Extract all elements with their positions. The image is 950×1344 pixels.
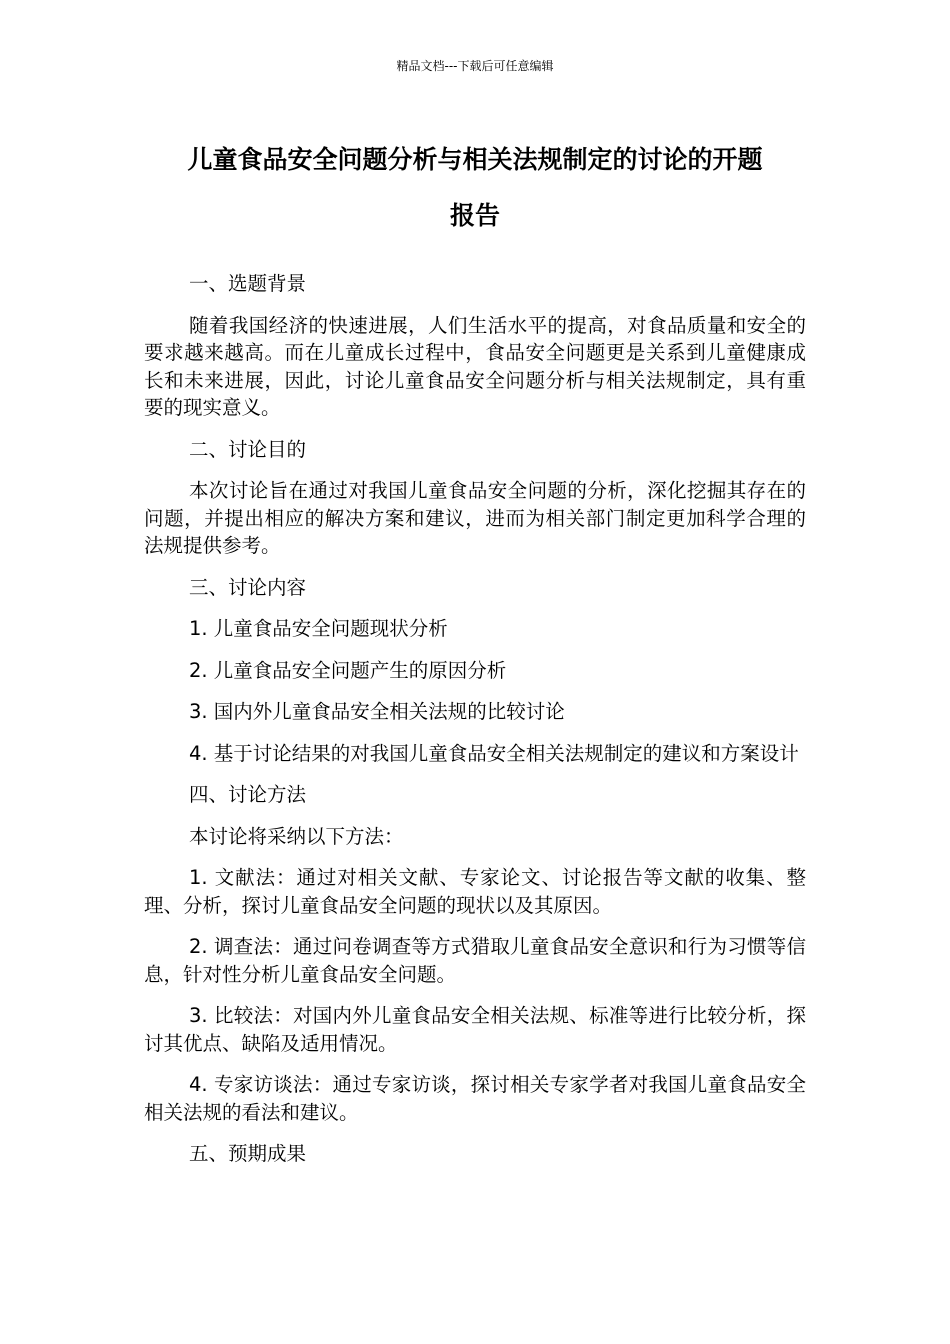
document-title-line-2: 报告 [449, 201, 500, 230]
content-list-item: 1. 儿童食品安全问题现状分析 [189, 617, 448, 640]
method-list-item: 2. 调查法：通过问卷调查等方式猎取儿童食品安全意识和行为习惯等信息，针对性分析儿童食品安全问题。 [144, 935, 806, 986]
section-heading-purpose: 二、讨论目的 [189, 437, 307, 461]
paragraph-background: 随着我国经济的快速进展，人们生活水平的提高，对食品质量和安全的要求越来越高。而在儿童成长过程中，食品安全问题更是关系到儿童健康成长和未来进展，因此，讨论儿童食品安全问题分析与相关法规制定，具有重要的现实意义。 [144, 313, 806, 419]
section-heading-content: 三、讨论内容 [189, 575, 307, 599]
document-title-line-1: 儿童食品安全问题分析与相关法规制定的讨论的开题 [187, 145, 763, 174]
section-heading-methods: 四、讨论方法 [189, 783, 307, 806]
paragraph-methods-intro: 本讨论将采纳以下方法： [189, 824, 404, 848]
method-list-item: 1. 文献法：通过对相关文献、专家论文、讨论报告等文献的收集、整理、分析，探讨儿童食品安全问题的现状以及其原因。 [144, 866, 806, 917]
page-header: 精品文档---下载后可任意编辑 [396, 59, 554, 73]
section-heading-expected-results: 五、预期成果 [189, 1142, 307, 1165]
document-body [144, 270, 806, 1182]
method-list-item: 3. 比较法：对国内外儿童食品安全相关法规、标准等进行比较分析，探讨其优点、缺陷及适用情况。 [144, 1004, 806, 1055]
content-list-item: 3. 国内外儿童食品安全相关法规的比较讨论 [189, 700, 565, 723]
method-list-item: 4. 专家访谈法：通过专家访谈，探讨相关专家学者对我国儿童食品安全相关法规的看法和建议。 [144, 1073, 806, 1124]
paragraph-purpose: 本次讨论旨在通过对我国儿童食品安全问题的分析，深化挖掘其存在的问题，并提出相应的解决方案和建议，进而为相关部门制定更加科学合理的法规提供参考。 [144, 479, 806, 557]
content-list-item: 4. 基于讨论结果的对我国儿童食品安全相关法规制定的建议和方案设计 [189, 741, 799, 765]
document-title [144, 132, 806, 244]
section-heading-background: 一、选题背景 [189, 272, 307, 295]
content-list-item: 2. 儿童食品安全问题产生的原因分析 [189, 658, 507, 682]
